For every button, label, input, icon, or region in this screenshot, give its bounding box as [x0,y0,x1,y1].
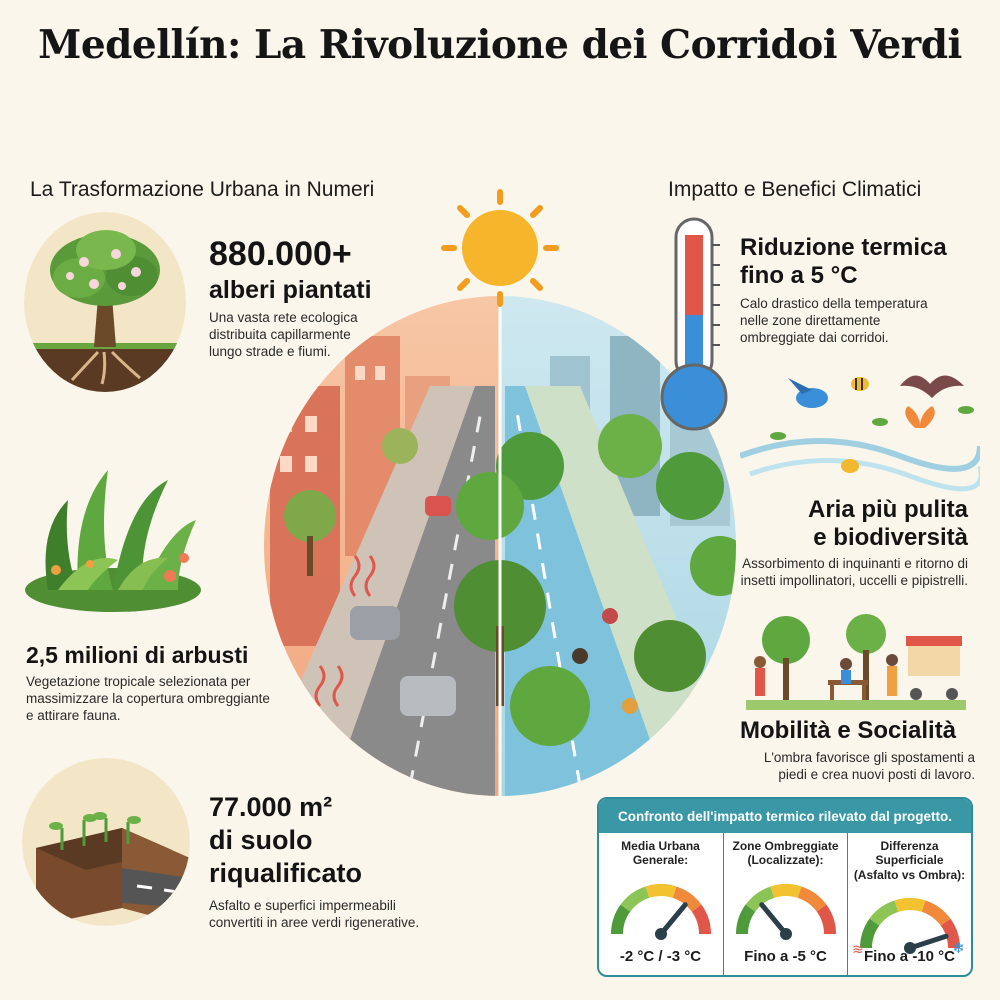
gauge-segment [625,892,647,908]
gauge-label: Media Urbana Generale: [621,839,700,868]
mobility-title: Mobilità e Socialità [740,717,957,744]
gauge-segment [821,908,829,934]
gauge-label: Zone Ombreggiate (Localizzate): [732,839,839,868]
soil-icon [22,758,190,926]
comparison-heading: Confronto dell'impatto termico rilevato dal progetto. [599,799,971,833]
gauge-segment [866,922,874,948]
thermometer-icon [654,215,734,435]
gauge-card [847,833,971,975]
gauge-icon [855,890,965,954]
gauge-icon [731,876,841,940]
shrubs-description: Vegetazione tropicale selezionata per massimizzare la copertura ombreggiante e attirare fauna. [26,674,270,723]
gauge-card [723,833,847,975]
bird-icon [788,378,828,408]
bat-icon [900,375,964,398]
gauge-card [599,833,722,975]
air-description: Assorbimento di inquinanti e ritorno di insetti impollinatori, uccelli e pipistrelli. [740,556,968,588]
gauge-segment [923,906,945,922]
bee-icon [851,377,869,391]
gauge-segment [696,908,704,934]
soil-line3: riqualificato [209,858,363,888]
mobility-description: L'ombra favorisce gli spostamenti a piedi e crea nuovi posti di lavoro. [763,750,975,782]
right-section-heading: Impatto e Benefici Climatici [668,178,922,201]
gauge-segment [896,904,923,906]
butterfly-icon [905,406,935,428]
soil-line2: di suolo [209,825,313,855]
gauge-segment [742,908,750,934]
trees-label: alberi piantati [209,276,372,304]
shrubs-label: 2,5 milioni di arbusti [26,642,249,668]
thermal-description: Calo drastico della temperatura nelle zone direttamente ombreggiate dai corridoi. [740,296,928,345]
gauge-value: Fino a -5 °C [744,948,827,965]
gauge-value: Fino a -10 °C [863,948,955,965]
heat-waves-icon: ≋ [852,941,864,957]
trees-description: Una vasta rete ecologica distribuita capillarmente lungo strade e fiumi. [209,310,358,359]
people-icon [746,610,966,710]
wildlife-illustration [740,366,980,496]
thermal-comparison-panel [597,797,973,977]
snowflake-icon: ❄ [952,940,965,957]
gauge-value: -2 °C / -3 °C [619,948,702,965]
soil-number: 77.000 m² [209,792,333,822]
page-title: Medellín: La Rivoluzione dei Corridoi Verdi [38,22,962,68]
shrubs-icon [18,440,208,620]
gauge-segment [772,890,799,892]
tree-icon [24,212,186,392]
air-title-line1: Aria più pulita [807,496,968,523]
gauge-segment [647,890,674,892]
gauge-label: Differenza Superficiale (Asfalto vs Ombra): [853,839,966,882]
trees-number: 880.000+ [209,235,352,273]
gauge-hub [780,928,792,940]
bee-icon [841,459,859,473]
gauge-hub [655,928,667,940]
gauge-segment [874,906,896,922]
left-section-heading: La Trasformazione Urbana in Numeri [30,178,375,201]
gauge-icon [606,876,716,940]
air-title-line2: e biodiversità [813,524,968,551]
thermal-title-line1: Riduzione termica [740,234,947,261]
gauge-segment [799,892,821,908]
soil-description: Asfalto e superfici impermeabili convertiti in aree verdi rigenerative. [209,898,420,930]
gauge-segment [617,908,625,934]
thermal-title-line2: fino a 5 °C [740,262,858,289]
